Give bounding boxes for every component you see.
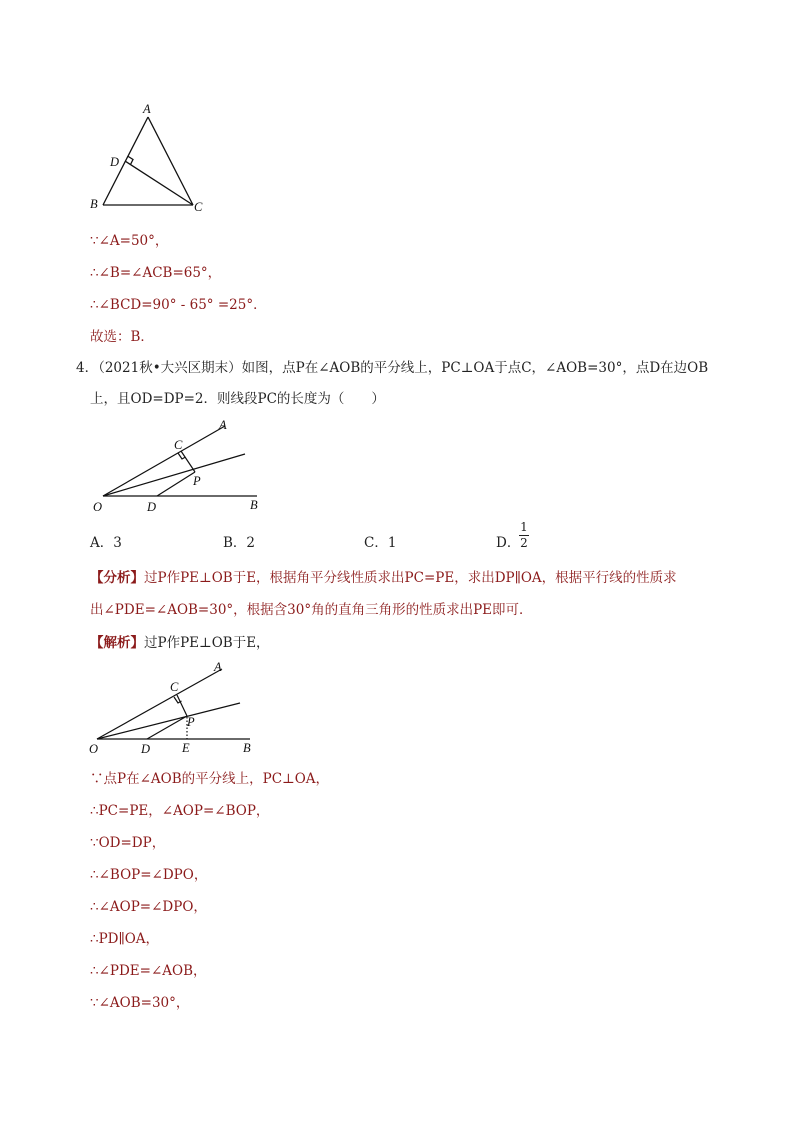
option-a[interactable]: A．3 xyxy=(90,535,122,551)
figure-angle-aob xyxy=(85,413,275,518)
option-b[interactable]: B．2 xyxy=(223,535,256,551)
analysis-line2: 出∠PDE=∠AOB=30°，根据含30°角的直角三角形的性质求出PE即可． xyxy=(90,602,533,618)
label-o: O xyxy=(89,742,99,756)
label-e: E xyxy=(182,741,190,755)
label-c: C xyxy=(170,680,179,694)
label-p: P xyxy=(193,474,201,488)
label-a: A xyxy=(214,660,222,674)
fraction-denominator: 2 xyxy=(520,536,528,550)
label-b: B xyxy=(90,197,98,211)
solution-text0: 过P作PE⊥OB于E， xyxy=(144,635,270,651)
label-b: B xyxy=(243,741,251,755)
step-6: ∴PD∥OA， xyxy=(90,931,160,947)
option-c[interactable]: C．1 xyxy=(364,535,397,551)
step-2: ∴PC=PE，∠AOP=∠BOP， xyxy=(90,803,270,819)
fraction-numerator: 1 xyxy=(520,520,528,534)
label-d: D xyxy=(147,500,157,514)
label-c: C xyxy=(174,438,183,452)
label-p: P xyxy=(187,715,195,729)
step-7: ∴∠PDE=∠AOB， xyxy=(90,963,207,979)
step-1: ∵点P在∠AOB的平分线上，PC⊥OA， xyxy=(90,771,330,787)
solution-line0 xyxy=(90,633,270,653)
label-d: D xyxy=(141,742,151,756)
solution3-line4: 故选：B． xyxy=(90,329,154,345)
label-d: D xyxy=(110,155,120,169)
solution3-line3: ∴∠BCD=90° - 65° =25°． xyxy=(90,297,267,313)
analysis-tag: 【分析】 xyxy=(90,570,144,586)
solution3-line2: ∴∠B=∠ACB=65°， xyxy=(90,265,222,281)
solution-tag: 【解析】 xyxy=(90,635,144,651)
analysis-line1 xyxy=(90,568,677,588)
option-d[interactable]: D． xyxy=(496,535,521,551)
solution3-line1: ∵∠A=50°， xyxy=(90,233,169,249)
label-c: C xyxy=(194,200,203,214)
label-a: A xyxy=(143,102,151,116)
step-8: ∵∠AOB=30°， xyxy=(90,995,190,1011)
question4-line2: 上，且OD=DP=2．则线段PC的长度为（ ） xyxy=(90,391,385,407)
step-3: ∵OD=DP， xyxy=(90,835,166,851)
label-o: O xyxy=(93,500,103,514)
option-d-fraction xyxy=(519,521,529,550)
label-b: B xyxy=(250,498,258,512)
label-a: A xyxy=(219,418,227,432)
figure-triangle-abc xyxy=(80,95,220,220)
step-4: ∴∠BOP=∠DPO， xyxy=(90,867,208,883)
figure-angle-aob-with-e xyxy=(85,657,275,757)
analysis-text1: 过P作PE⊥OB于E，根据角平分线性质求出PC=PE，求出DP∥OA，根据平行线的性质求 xyxy=(144,570,677,586)
question4-line1: 4．（2021秋•大兴区期末）如图，点P在∠AOB的平分线上，PC⊥OA于点C，∠AOB=30°，点D在边OB xyxy=(76,360,709,376)
step-5: ∴∠AOP=∠DPO， xyxy=(90,899,207,915)
